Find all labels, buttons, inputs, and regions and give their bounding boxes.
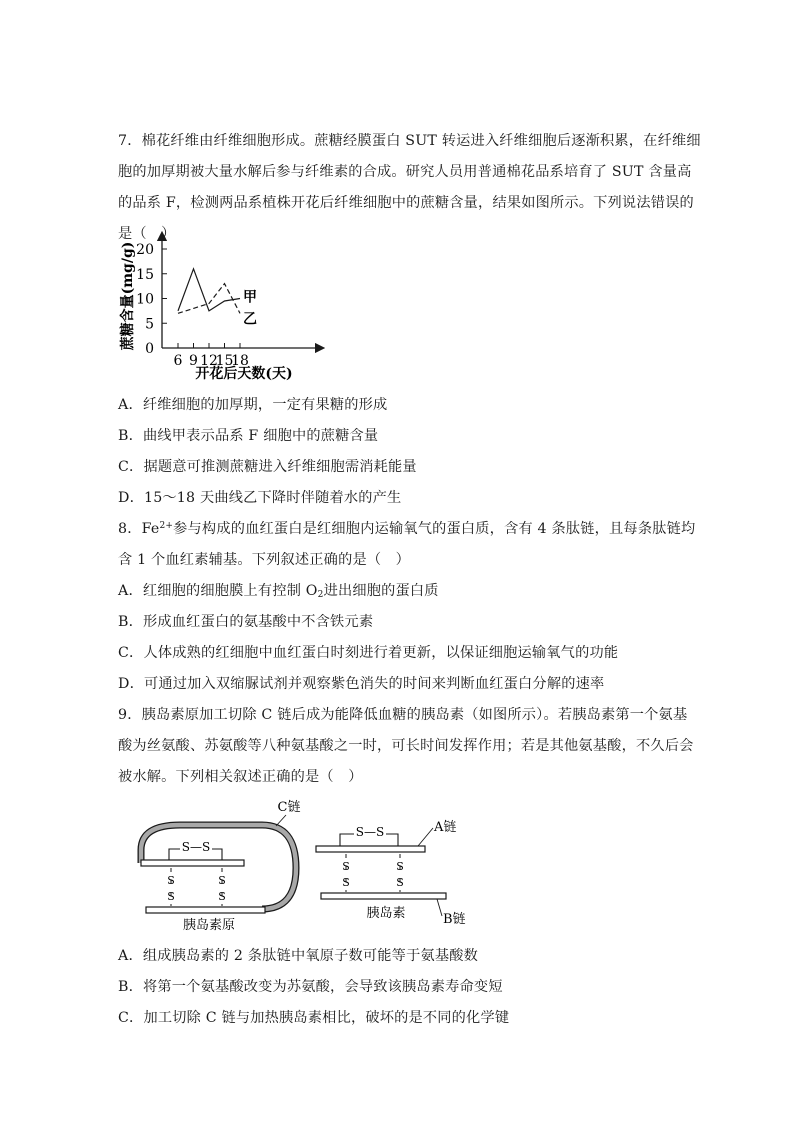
q9-option-a: A．组成胰岛素的 2 条肽链中氧原子数可能等于氨基酸数 (118, 948, 479, 964)
y-tick-label-15: 15 (136, 266, 154, 283)
series-label-2: 乙 (243, 311, 257, 328)
insulin-s-right-top: S (396, 860, 404, 873)
q8-oxygen-subscript: 2 (317, 590, 324, 600)
q7-option-a: A．纤维细胞的加厚期，一定有果糖的形成 (118, 397, 388, 413)
insulin-s-left-bottom: S (342, 876, 350, 889)
insulin-s-left-top: S (342, 860, 350, 873)
proinsulin-a-chain (141, 860, 244, 866)
q8-stem-prefix: 8．Fe (118, 521, 160, 537)
insulin-figure (316, 820, 466, 927)
y-tick-label-5: 5 (145, 316, 154, 333)
proinsulin-b-chain (146, 907, 265, 913)
q7-stem-line-1: 7．棉花纤维由纤维细胞形成。蔗糖经膜蛋白 SUT 转运进入纤维细胞后逐渐积累，在纤维细 (118, 133, 701, 149)
c-chain-label: C链 (277, 800, 301, 815)
q7-option-d: D．15～18 天曲线乙下降时伴随着水的产生 (118, 490, 402, 506)
a-chain-label: A链 (434, 820, 457, 835)
b-chain-leader (437, 899, 442, 916)
q8-option-a-rest: 进出细胞的蛋白质 (323, 583, 439, 599)
insulin-label: 胰岛素 (366, 906, 406, 921)
x-tick-label-6: 6 (173, 353, 183, 369)
q8-stem-rest: 参与构成的血红蛋白是红细胞内运输氧气的蛋白质，含有 4 条肽链，且每条肽链均 (173, 521, 696, 537)
y-axis-label: 蔗糖含量(mg/g) (120, 241, 136, 351)
x-tick-label-15: 15 (215, 353, 234, 369)
q8-option-c: C．人体成熟的红细胞中血红蛋白时刻进行着更新，以保证细胞运输氧气的功能 (118, 645, 619, 661)
q9-option-c: C．加工切除 C 链与加热胰岛素相比，破坏的是不同的化学键 (118, 1010, 510, 1026)
q8-option-a-prefix: A．红细胞的细胞膜上有控制 O (118, 583, 318, 599)
q7-option-c: C．据题意可推测蔗糖进入纤维细胞需消耗能量 (118, 459, 417, 475)
q8-ion-charge: 2+ (159, 521, 174, 531)
x-tick-label-18: 18 (231, 353, 249, 369)
q8-option-d: D．可通过加入双缩脲试剂并观察紫色消失的时间来判断血红蛋白分解的速率 (118, 676, 605, 692)
x-tick-label-9: 9 (189, 353, 198, 369)
q8-option-b: B．形成血红蛋白的氨基酸中不含铁元素 (118, 614, 374, 630)
proinsulin-figure (141, 800, 300, 933)
q7-stem-line-3: 的品系 F，检测两品系植株开花后纤维细胞中的蔗糖含量，结果如图所示。下列说法错误的 (118, 195, 694, 211)
series-line-1 (178, 269, 240, 311)
proinsulin-s-right-bottom: S (218, 890, 226, 903)
c-chain-leader (276, 815, 286, 826)
insulin-a-chain (316, 846, 425, 852)
q7-stem-line-2: 胞的加厚期被大量水解后参与纤维素的合成。研究人员用普通棉花品系培育了 SUT 含量高 (118, 164, 692, 180)
y-tick-label-0: 0 (145, 341, 154, 357)
proinsulin-s-left-bottom: S (167, 890, 175, 903)
insulin-diagram (110, 790, 490, 935)
q8-option-a (118, 581, 678, 601)
q8-stem-line-1 (118, 519, 696, 539)
q9-stem-line-3: 被水解。下列相关叙述正确的是（ ） (118, 769, 363, 785)
x-tick-label-12: 12 (200, 353, 218, 369)
q9-stem-line-1: 9．胰岛素原加工切除 C 链后成为能降低血糖的胰岛素（如图所示）。若胰岛素第一个氨基 (118, 707, 688, 723)
insulin-bond-label: S—S (355, 825, 385, 839)
q9-stem-line-2: 酸为丝氨酸、苏氨酸等八种氨基酸之一时，可长时间发挥作用；若是其他氨基酸，不久后会 (118, 738, 694, 754)
q8-stem-line-2: 含 1 个血红素辅基。下列叙述正确的是（ ） (118, 552, 411, 568)
y-tick-label-20: 20 (136, 242, 154, 258)
proinsulin-bond-label: S—S (181, 840, 211, 854)
sucrose-chart (110, 225, 350, 395)
series-line-2 (178, 284, 240, 314)
q9-option-b: B．将第一个氨基酸改变为苏氨酸，会导致该胰岛素寿命变短 (118, 979, 503, 995)
proinsulin-label: 胰岛素原 (182, 918, 236, 933)
insulin-s-right-bottom: S (396, 876, 404, 889)
q7-stem-line-4: 是（ ） (118, 226, 176, 242)
b-chain-label: B链 (443, 912, 466, 927)
a-chain-leader (418, 828, 433, 846)
y-tick-label-10: 10 (136, 291, 154, 308)
x-axis-label: 开花后天数(天) (195, 366, 293, 382)
proinsulin-s-right-top: S (218, 874, 226, 887)
insulin-b-chain (321, 893, 446, 899)
series-label-1: 甲 (243, 289, 257, 306)
q7-option-b: B．曲线甲表示品系 F 细胞中的蔗糖含量 (118, 428, 379, 444)
proinsulin-s-left-top: S (167, 874, 175, 887)
